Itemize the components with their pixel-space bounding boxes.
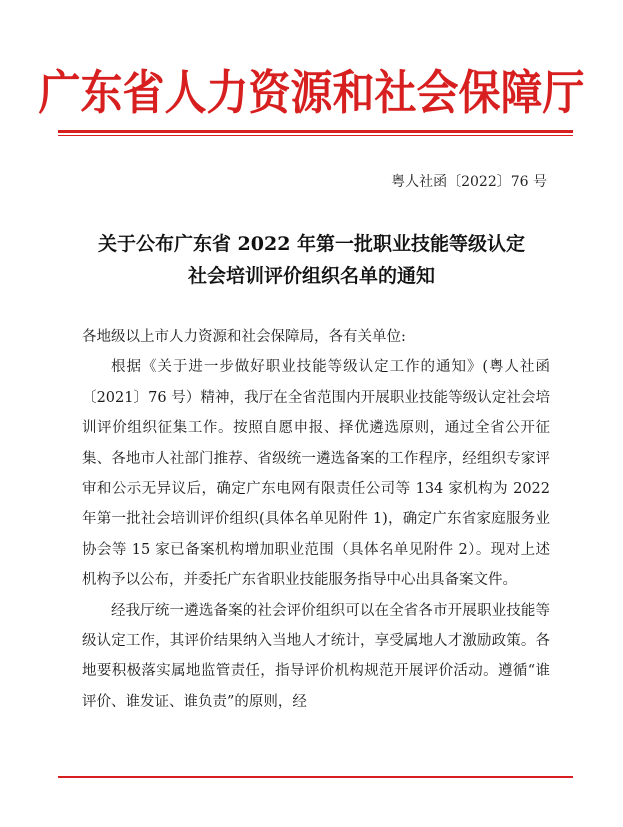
title-line-2: 社会培训评价组织名单的通知 bbox=[187, 265, 435, 287]
document-title bbox=[40, 228, 583, 292]
document-number: 粤人社函〔2022〕76 号 bbox=[391, 174, 547, 190]
paragraph-1: 根据《关于进一步做好职业技能等级认定工作的通知》(粤人社函〔2021〕76 号）精神，我厅在全省范围内开展职业技能等级认定社会培训评价组织征集工作。按照自愿申报、择优遴选原则，通过全省公开征集、各地市人社部门推荐、省级统一遴选备案的工作程序，经组织专家评审和公示无异议后，确定广东电网有限责任公司等 134 家机构为 2022 年第一批社会培训评价组织(具体名单见附件 1)，确定广东省家庭服务业协会等 15 家已备案机构增加职业范围（具体名单见附件 2）。现对上述机构予以公布，并委托广东省职业技能服务指导中心出具备案文件。 bbox=[82, 359, 550, 589]
masthead-red-rule-thin bbox=[58, 135, 573, 136]
footer-red-rule bbox=[58, 776, 573, 778]
salutation: 各地级以上市人力资源和社会保障局，各有关单位: bbox=[82, 329, 406, 345]
masthead-org-name: 广东省人力资源和社会保障厅 bbox=[38, 65, 585, 121]
document-body bbox=[82, 322, 550, 717]
title-line-1: 关于公布广东省 2022 年第一批职业技能等级认定 bbox=[97, 233, 526, 255]
masthead-red-rule bbox=[58, 130, 573, 133]
paragraph-2: 经我厅统一遴选备案的社会评价组织可以在全省各市开展职业技能等级认定工作，其评价结果纳入当地人才统计，享受属地人才激励政策。各地要积极落实属地监管责任，指导评价机构规范开展评价活动。遵循“谁评价、谁发证、谁负责”的原则，经 bbox=[82, 602, 550, 710]
